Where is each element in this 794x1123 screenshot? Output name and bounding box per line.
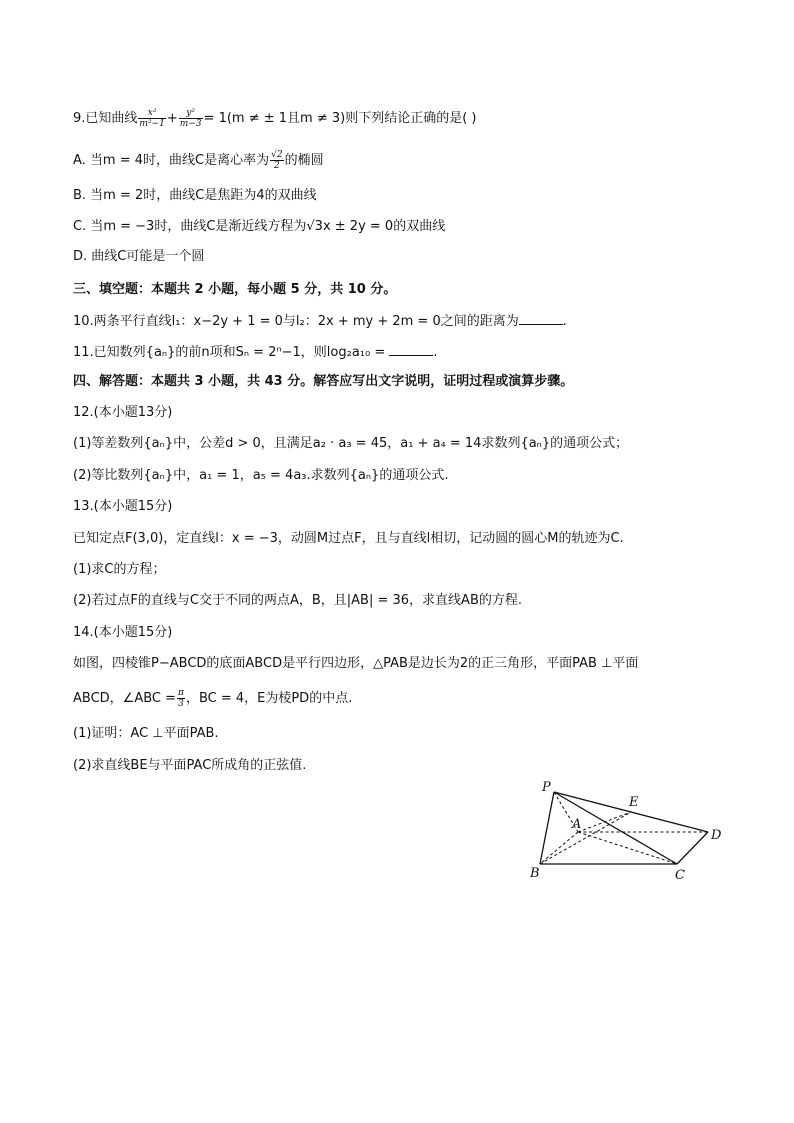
edge-pb — [540, 792, 554, 864]
q9-option-a-fraction: $\frac{√2}{2}$ — [271, 150, 283, 171]
q12-part1: (1)等差数列{aₙ}中，公差d > 0，且满足a₂ · a₃ = 45，a₁ + a₄ = 14求数列{aₙ}的通项公式； — [73, 436, 629, 451]
segment-ae — [578, 812, 631, 832]
pyramid-figure — [530, 778, 730, 888]
q14-stem-line2: ABCD，∠ABC = $\frac{\pi}{3}$ ，BC = 4，E为棱PD的中点. — [73, 688, 353, 709]
segment-be — [540, 812, 631, 864]
q10: 10.两条平行直线l₁：x−2y + 1 = 0与l₂：2x + my + 2m = 0之间的距离为 . — [73, 310, 567, 332]
q12-part2: (2)等比数列{aₙ}中，a₁ = 1，a₅ = 4a₃.求数列{aₙ}的通项公式. — [73, 468, 449, 483]
q9-fraction-2: $\frac{\text{y²}}{m-3}$ — [179, 108, 202, 129]
label-c: C — [675, 868, 685, 883]
label-a: A — [572, 817, 582, 832]
edge-ac — [578, 832, 677, 864]
q13-part1: (1)求C的方程； — [73, 562, 166, 577]
q9-option-d: D. 曲线C可能是一个圆 — [73, 249, 205, 264]
q9-equation: = 1(m ≠ ± 1且m ≠ 3)则下列结论正确的是( ) — [203, 111, 477, 126]
q14-angle-fraction: $\frac{\pi}{3}$ — [178, 688, 184, 709]
q14-part1: (1)证明：AC ⊥平面PAB. — [73, 726, 219, 741]
edge-cd — [677, 832, 708, 864]
q9-option-a: A. 当m = 4时，曲线C是离心率为 $\frac{√2}{2}$ 的椭圆 — [73, 150, 324, 171]
q9-option-c: C. 当m = −3时，曲线C是渐近线方程为√3x ± 2y = 0的双曲线 — [73, 219, 446, 234]
q11: 11.已知数列{aₙ}的前n项和Sₙ = 2ⁿ−1，则log₂a₁₀ = . — [73, 341, 438, 363]
q9-fraction-1: $\frac{\text{x²}}{\text{m²−1}}$ — [139, 108, 165, 129]
label-p: P — [542, 780, 551, 795]
section4-heading: 四、解答题：本题共 3 小题，共 43 分。解答应写出文字说明，证明过程或演算步骤。 — [73, 374, 574, 389]
q14-stem-line1: 如图，四棱锥P−ABCD的底面ABCD是平行四边形，△PAB是边长为2的正三角形，平面PAB ⊥平面 — [73, 656, 639, 671]
q10-answer-blank — [519, 310, 563, 325]
q14-part2: (2)求直线BE与平面PAC所成角的正弦值. — [73, 758, 307, 773]
label-b: B — [530, 866, 540, 881]
q13-title: 13.(本小题15分) — [73, 499, 173, 514]
q12-title: 12.(本小题13分) — [73, 405, 173, 420]
q9-stem — [73, 108, 476, 129]
q11-answer-blank — [389, 341, 433, 356]
q9-stem-text: 9.已知曲线 — [73, 111, 138, 126]
q14-title: 14.(本小题15分) — [73, 625, 173, 640]
q13-part2: (2)若过点F的直线与C交于不同的两点A，B，且|AB| = 36，求直线AB的方程. — [73, 593, 522, 608]
label-d: D — [711, 828, 722, 843]
q9-option-b: B. 当m = 2时，曲线C是焦距为4的双曲线 — [73, 188, 317, 203]
label-e: E — [629, 795, 639, 810]
section3-heading: 三、填空题：本题共 2 小题，每小题 5 分，共 10 分。 — [73, 282, 397, 297]
q9-plus: + — [166, 111, 178, 126]
q13-stem: 已知定点F(3,0)，定直线l：x = −3，动圆M过点F，且与直线l相切，记动圆的圆心M的轨迹为C. — [73, 531, 624, 546]
